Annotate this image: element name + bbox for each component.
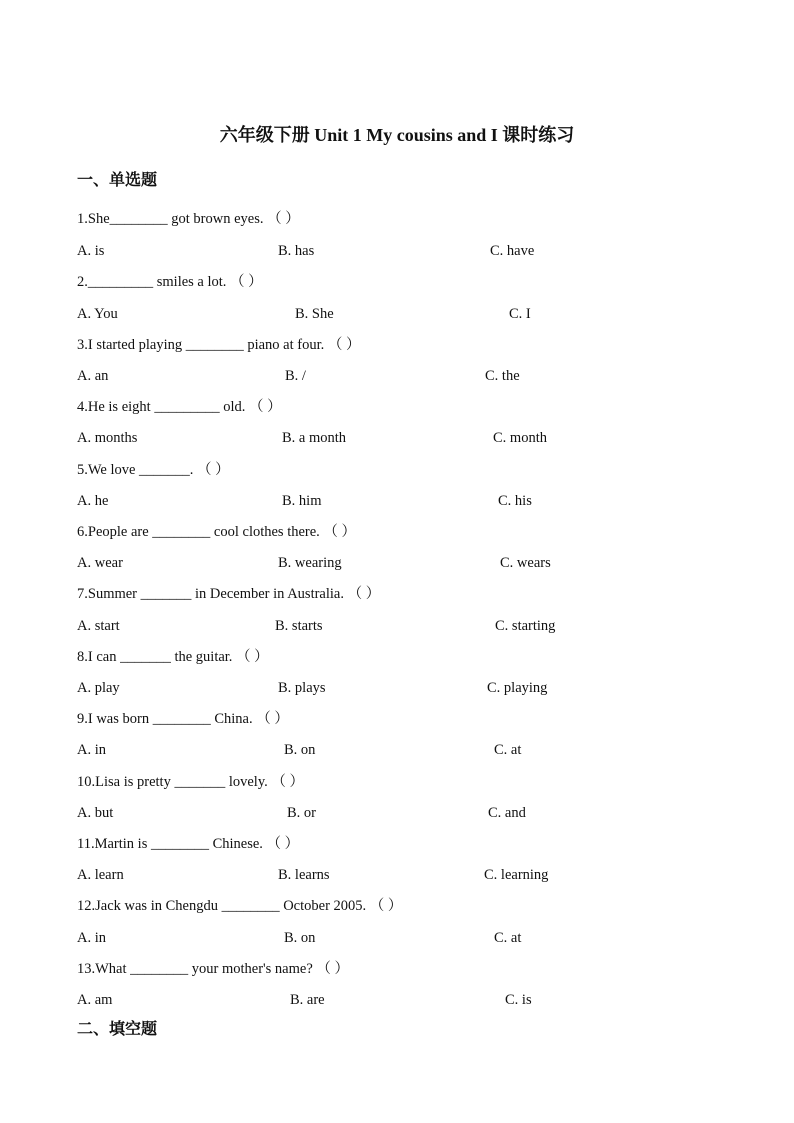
question-stem: 11.Martin is ________ Chinese. （ ）	[77, 836, 300, 852]
option-c: C. his	[498, 493, 532, 509]
question-stem: 6.People are ________ cool clothes there. （ ）	[77, 524, 357, 540]
question-stem: 7.Summer _______ in December in Australia. （ ）	[77, 586, 381, 602]
question-stem: 2._________ smiles a lot. （ ）	[77, 274, 263, 290]
option-a: A. in	[77, 742, 106, 758]
option-c: C. starting	[495, 618, 556, 634]
option-b: B. /	[285, 368, 306, 384]
option-b: B. has	[278, 243, 315, 259]
option-c: C. at	[494, 742, 522, 758]
option-a: A. is	[77, 243, 105, 259]
page-title: 六年级下册 Unit 1 My cousins and I 课时练习	[219, 125, 575, 145]
option-a: A. am	[77, 992, 113, 1008]
option-b: B. starts	[275, 618, 323, 634]
option-c: C. is	[505, 992, 532, 1008]
option-b: B. him	[282, 493, 322, 509]
option-a: A. he	[77, 493, 109, 509]
option-a: A. You	[77, 306, 118, 322]
question-stem: 5.We love _______. （ ）	[77, 462, 230, 478]
option-b: B. wearing	[278, 555, 342, 571]
option-b: B. plays	[278, 680, 326, 696]
question-stem: 13.What ________ your mother's name? （ ）	[77, 961, 350, 977]
option-b: B. a month	[282, 430, 347, 446]
option-c: C. learning	[484, 867, 549, 883]
section-heading-fill-blank: 二、填空题	[77, 1021, 158, 1038]
question-stem: 12.Jack was in Chengdu ________ October 2005. （ ）	[77, 898, 403, 914]
question-stem: 1.She________ got brown eyes. （ ）	[77, 211, 300, 227]
option-c: C. month	[493, 430, 547, 446]
option-c: C. at	[494, 930, 522, 946]
option-c: C. wears	[500, 555, 551, 571]
option-c: C. and	[488, 805, 526, 821]
question-stem: 9.I was born ________ China. （ ）	[77, 711, 289, 727]
option-b: B. learns	[278, 867, 330, 883]
question-stem: 10.Lisa is pretty _______ lovely. （ ）	[77, 774, 305, 790]
option-a: A. play	[77, 680, 120, 696]
option-c: C. have	[490, 243, 535, 259]
option-b: B. are	[290, 992, 325, 1008]
question-stem: 8.I can _______ the guitar. （ ）	[77, 649, 269, 665]
option-b: B. on	[284, 930, 316, 946]
option-a: A. learn	[77, 867, 124, 883]
option-a: A. months	[77, 430, 138, 446]
option-c: C. playing	[487, 680, 548, 696]
option-b: B. or	[287, 805, 316, 821]
option-b: B. She	[295, 306, 334, 322]
question-stem: 3.I started playing ________ piano at four. （ ）	[77, 337, 361, 353]
option-a: A. but	[77, 805, 114, 821]
option-a: A. in	[77, 930, 106, 946]
option-c: C. the	[485, 368, 520, 384]
option-c: C. I	[509, 306, 531, 322]
option-a: A. wear	[77, 555, 123, 571]
section-heading-single-choice: 一、单选题	[77, 172, 158, 189]
option-b: B. on	[284, 742, 316, 758]
option-a: A. an	[77, 368, 109, 384]
option-a: A. start	[77, 618, 120, 634]
question-stem: 4.He is eight _________ old. （ ）	[77, 399, 282, 415]
